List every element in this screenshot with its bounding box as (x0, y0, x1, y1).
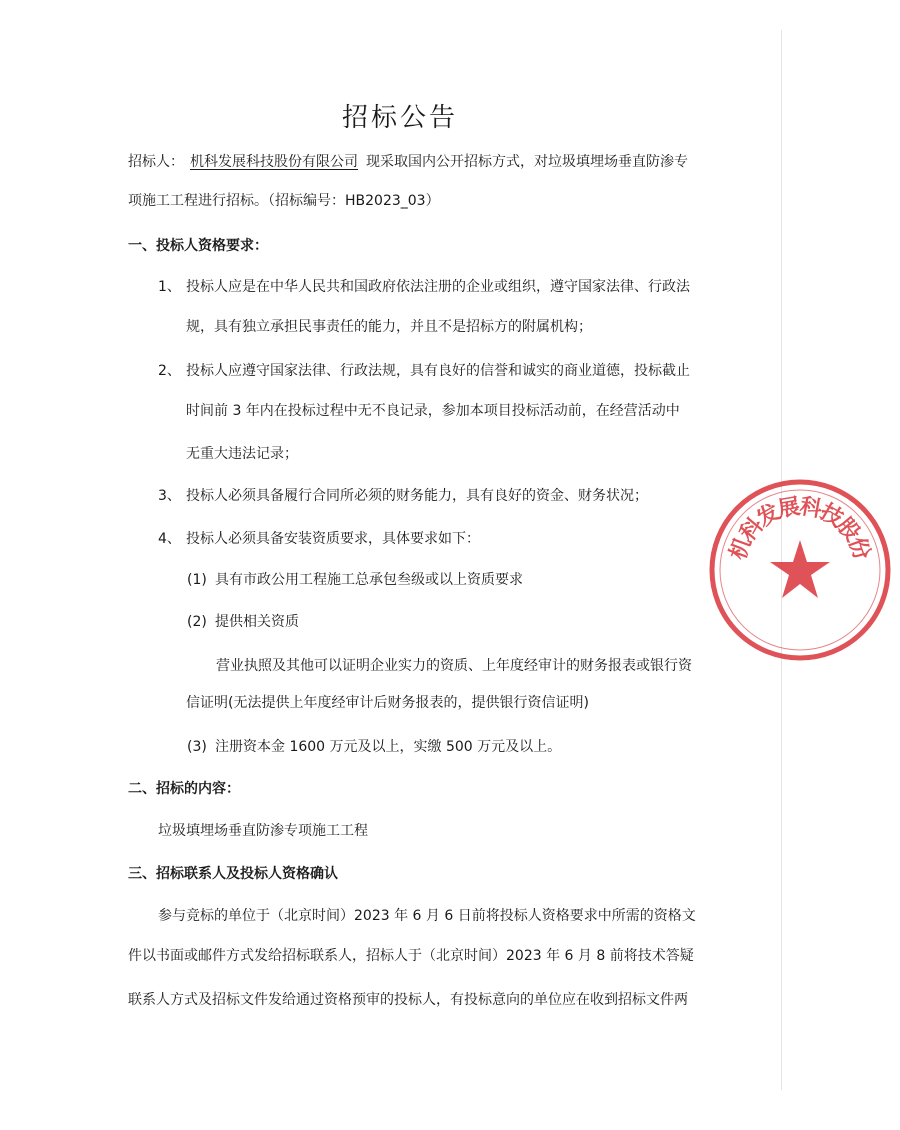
sub-2-detail-line-2: 信证明(无法提供上年度经审计后财务报表的，提供银行资信证明) (186, 695, 589, 711)
seal-character: 技 (815, 499, 848, 533)
page-title: 招标公告 (341, 103, 458, 133)
section-3-line-2: 件以书面或邮件方式发给招标联系人，招标人于（北京时间）2023 年 6 月 8 前将技术答疑 (128, 948, 694, 964)
section-3-heading: 三、招标联系人及投标人资格确认 (128, 866, 338, 882)
intro-line-1 (128, 152, 688, 172)
item-1-line-1: 投标人应是在中华人民共和国政府依法注册的企业或组织，遵守国家法律、行政法 (186, 279, 690, 295)
sub-2-detail-line-1: 营业执照及其他可以证明企业实力的资质、上年度经审计的财务报表或银行资 (216, 658, 692, 674)
item-3-number: 3、 (158, 488, 181, 504)
seal-character: 科 (735, 513, 769, 547)
seal-character: 展 (776, 494, 803, 523)
seal-star-icon (770, 540, 830, 598)
seal-character: 股 (831, 513, 865, 547)
sub-1-number: (1) (187, 572, 207, 588)
seal-character: 机 (725, 534, 757, 564)
sub-3-text: 注册资本金 1600 万元及以上，实缴 500 万元及以上。 (215, 739, 562, 755)
item-2-number: 2、 (158, 363, 181, 379)
section-2-heading: 二、招标的内容： (128, 781, 240, 797)
item-4-number: 4、 (158, 531, 181, 547)
intro-line-1-rest: 现采取国内公开招标方式，对垃圾填埋场垂直防渗专 (366, 154, 688, 170)
intro-prefix: 招标人： (128, 154, 184, 170)
sub-2-text: 提供相关资质 (215, 614, 299, 630)
section-3-line-1: 参与竞标的单位于（北京时间）2023 年 6 月 6 日前将投标人资格要求中所需的资格文 (158, 908, 696, 924)
seal-character: 科 (797, 494, 824, 523)
item-2-line-3: 无重大违法记录； (186, 446, 298, 462)
item-2-line-1: 投标人应遵守国家法律、行政法规，具有良好的信誉和诚实的商业道德，投标截止 (186, 363, 690, 379)
company-name: 机科发展科技股份有限公司 (190, 154, 358, 170)
section-2-content: 垃圾填埋场垂直防渗专项施工工程 (158, 823, 368, 839)
intro-line-2: 项施工工程进行招标。（招标编号：HB2023_03） (128, 193, 440, 209)
seal-character: 发 (752, 499, 785, 533)
item-1-line-2: 规，具有独立承担民事责任的能力，并且不是招标方的附属机构； (186, 319, 592, 335)
seal-character: 份 (843, 534, 875, 564)
sub-1-text: 具有市政公用工程施工总承包叁级或以上资质要求 (215, 572, 523, 588)
sub-3-number: (3) (187, 739, 207, 755)
company-seal-stamp (700, 470, 900, 670)
section-1-heading: 一、投标人资格要求： (128, 238, 268, 254)
item-4-line-1: 投标人必须具备安装资质要求，具体要求如下： (186, 531, 480, 547)
sub-2-number: (2) (187, 614, 207, 630)
section-3-line-3: 联系人方式及招标文件发给通过资格预审的投标人，有投标意向的单位应在收到招标文件两 (128, 992, 688, 1008)
item-1-number: 1、 (158, 279, 181, 295)
item-2-line-2: 时间前 3 年内在投标过程中无不良记录，参加本项目投标活动前，在经营活动中 (186, 403, 680, 419)
item-3-line-1: 投标人必须具备履行合同所必须的财务能力，具有良好的资金、财务状况； (186, 488, 648, 504)
